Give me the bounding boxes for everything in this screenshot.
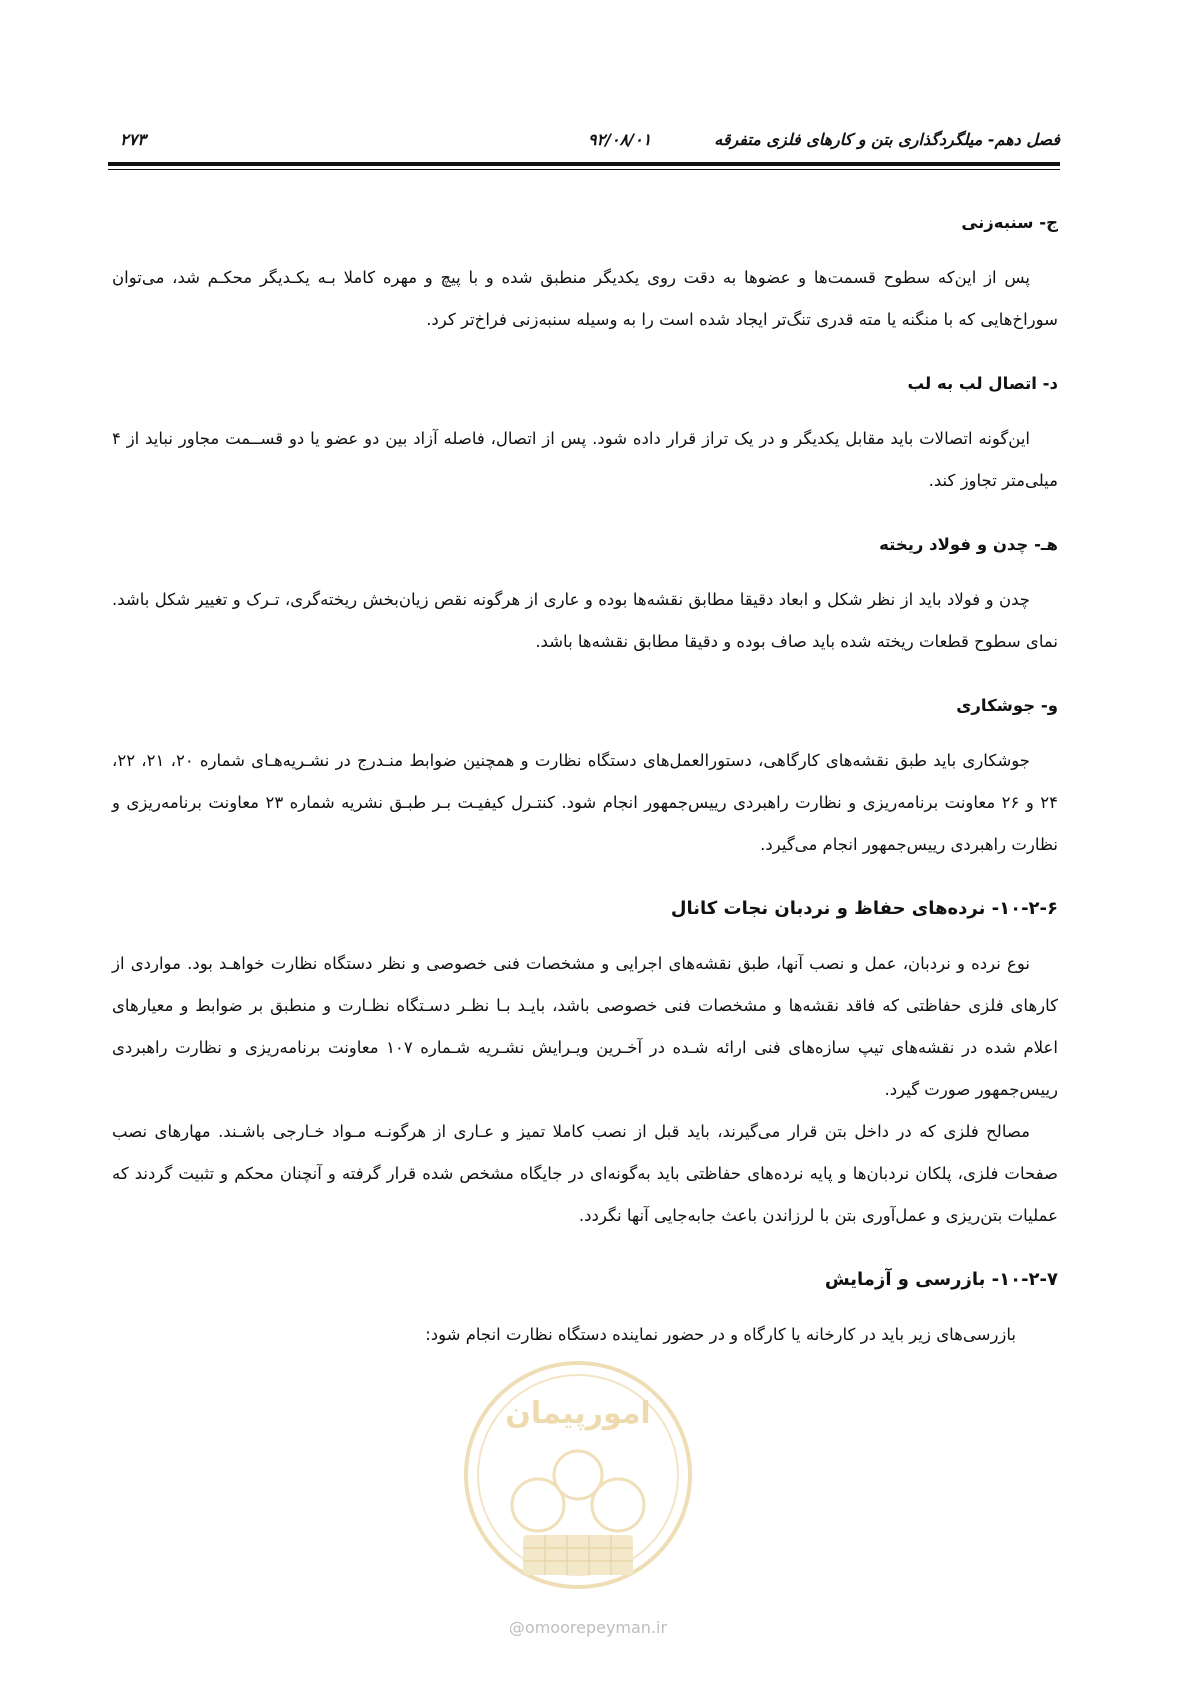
section-title-butt-joint: د- اتصال لب به لب — [907, 374, 1058, 393]
watermark-url: @omoorepeyman.ir — [508, 1618, 668, 1637]
paragraph-butt-joint: این‌گونه اتصالات باید مقابل یکدیگر و در یک تراز قرار داده شود. پس از اتصال، فاصله آزاد بین دو عضو یا دو قســمت مجاور نباید از ۴ میلی‌متر تجاوز کند. — [112, 429, 1058, 490]
section-title-welding: و- جوشکاری — [956, 696, 1058, 715]
watermark-logo-text: امورپیمان — [505, 1396, 651, 1431]
section-title-reaming: ج- سنبه‌زنی — [961, 213, 1058, 232]
paragraph-guardrails-2: مصالح فلزی که در داخل بتن قرار می‌گیرند، باید قبل از نصب کاملا تمیز و عـاری از هرگونـه مـواد خـارجی باشـند. مهارهای نصب صفحات فلزی، پلکان نردبان‌ها و پایه نرده‌های حفاظتی باید به‌گونه‌ای در جایگاه مشخص شده قرار گرفته و آنچنان محکم و تثبیت گردند که عملیات بتن‌ریزی و عمل‌آوری بتن با لرزاندن باعث جابه‌جایی آنها نگردد. — [112, 1122, 1058, 1225]
section-title-cast-iron: هـ- چدن و فولاد ریخته — [879, 535, 1058, 554]
page-number: ۲۷۳ — [120, 130, 146, 149]
paragraph-inspection: بازرسی‌های زیر باید در کارخانه یا کارگاه و در حضور نماینده دستگاه نظارت انجام شود: — [425, 1325, 1016, 1344]
header-date: ۹۲/۰۸/۰۱ — [588, 130, 652, 149]
header-rule-thick — [108, 162, 1060, 166]
section-title-inspection: ۱۰-۲-۷- بازرسی و آزمایش — [824, 1269, 1058, 1290]
chapter-title: فصل دهم- میلگردگذاری بتن و کارهای فلزی متفرقه — [714, 130, 1060, 149]
paragraph-reaming: پس از این‌که سطوح قسمت‌ها و عضوها به دقت روی یکدیگر منطبق شده و با پیچ و مهره کاملا بـه یکـدیگر محکـم شد، می‌توان سوراخ‌هایی که با منگنه یا مته قدری تنگ‌تر ایجاد شده است را به وسیله سنبه‌زنی فراخ‌تر کرد. — [112, 268, 1058, 329]
paragraph-guardrails-1: نوع نرده و نردبان، عمل و نصب آنها، طبق نقشه‌های اجرایی و مشخصات فنی خصوصی و نظر دستگاه نظارت خواهـد بود. مواردی از کارهای فلزی حفاظتی که فاقد نقشه‌ها و مشخصات فنی خصوصی باشد، بایـد بـا نظـر دسـتگاه نظـارت و منطبق بر ضوابط و معیارهای اعلام شده در نقشه‌های تیپ سازه‌های فنی ارائه شـده در آخـرین ویـرایش نشـریه شـماره ۱۰۷ معاونت برنامه‌ریزی و نظارت راهبردی رییس‌جمهور صورت گیرد. — [112, 954, 1058, 1099]
header-rule-thin — [108, 169, 1060, 170]
watermark-logo-icon — [458, 1345, 698, 1605]
page-header — [108, 128, 1060, 154]
paragraph-welding: جوشکاری باید طبق نقشه‌های کارگاهی، دستورالعمل‌های دستگاه نظارت و همچنین ضوابط منـدرج در نشـریه‌هـای شماره ۲۰، ۲۱، ۲۲، ۲۴ و ۲۶ معاونت برنامه‌ریزی و نظارت راهبردی رییس‌جمهور انجام شود. کنتـرل کیفیـت بـر طبـق نشریه شماره ۲۳ معاونت برنامه‌ریزی و نظارت راهبردی رییس‌جمهور انجام می‌گیرد. — [112, 751, 1058, 854]
document-body — [112, 210, 1058, 1356]
section-title-guardrails: ۱۰-۲-۶- نرده‌های حفاظ و نردبان نجات کانال — [670, 898, 1058, 919]
paragraph-cast-iron: چدن و فولاد باید از نظر شکل و ابعاد دقیقا مطابق نقشه‌ها بوده و عاری از هرگونه نقص زیان‌بخش ریخته‌گری، تـرک و تغییر شکل باشد. نمای سطوح قطعات ریخته شده باید صاف بوده و دقیقا مطابق نقشه‌ها باشد. — [112, 590, 1058, 651]
